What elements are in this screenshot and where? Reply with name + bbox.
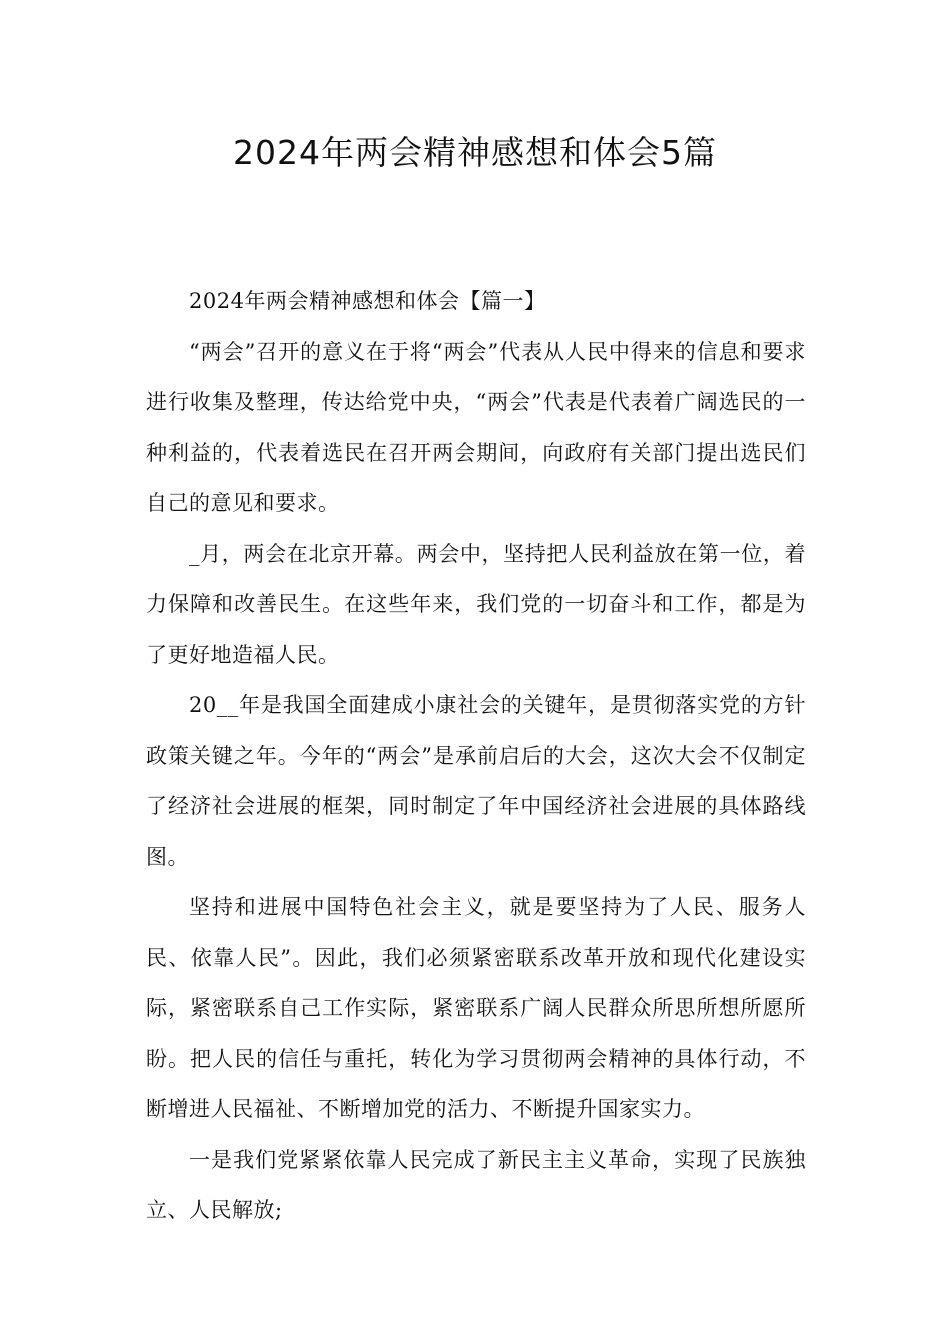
paragraph: _月，两会在北京开幕。两会中，坚持把人民利益放在第一位，着力保障和改善民生。在这些年来，我们党的一切奋斗和工作，都是为了更好地造福人民。 — [146, 541, 806, 667]
paragraph: 一是我们党紧紧依靠人民完成了新民主主义革命，实现了民族独立、人民解放; — [146, 1147, 806, 1222]
document-title: 2024年两会精神感想和体会5篇 — [233, 133, 717, 172]
section-heading: 2024年两会精神感想和体会【篇一】 — [189, 289, 546, 313]
paragraph: 20__年是我国全面建成小康社会的关键年，是贯彻落实党的方针政策关键之年。今年的“两会”是承前启后的大会，这次大会不仅制定了经济社会进展的框架，同时制定了年中国经济社会进展的具体路线图。 — [146, 693, 806, 869]
paragraph: “两会”召开的意义在于将“两会”代表从人民中得来的信息和要求进行收集及整理，传达给党中央，“两会”代表是代表着广阔选民的一种利益的，代表着选民在召开两会期间，向政府有关部门提出选民们自己的意见和要求。 — [146, 339, 806, 515]
paragraph: 坚持和进展中国特色社会主义，就是要坚持为了人民、服务人民、依靠人民”。因此，我们必须紧密联系改革开放和现代化建设实际，紧密联系自己工作实际，紧密联系广阔人民群众所思所想所愿所盼。把人民的信任与重托，转化为学习贯彻两会精神的具体行动，不断增进人民福祉、不断增加党的活力、不断提升国家实力。 — [146, 895, 806, 1121]
document-body — [146, 276, 806, 1236]
